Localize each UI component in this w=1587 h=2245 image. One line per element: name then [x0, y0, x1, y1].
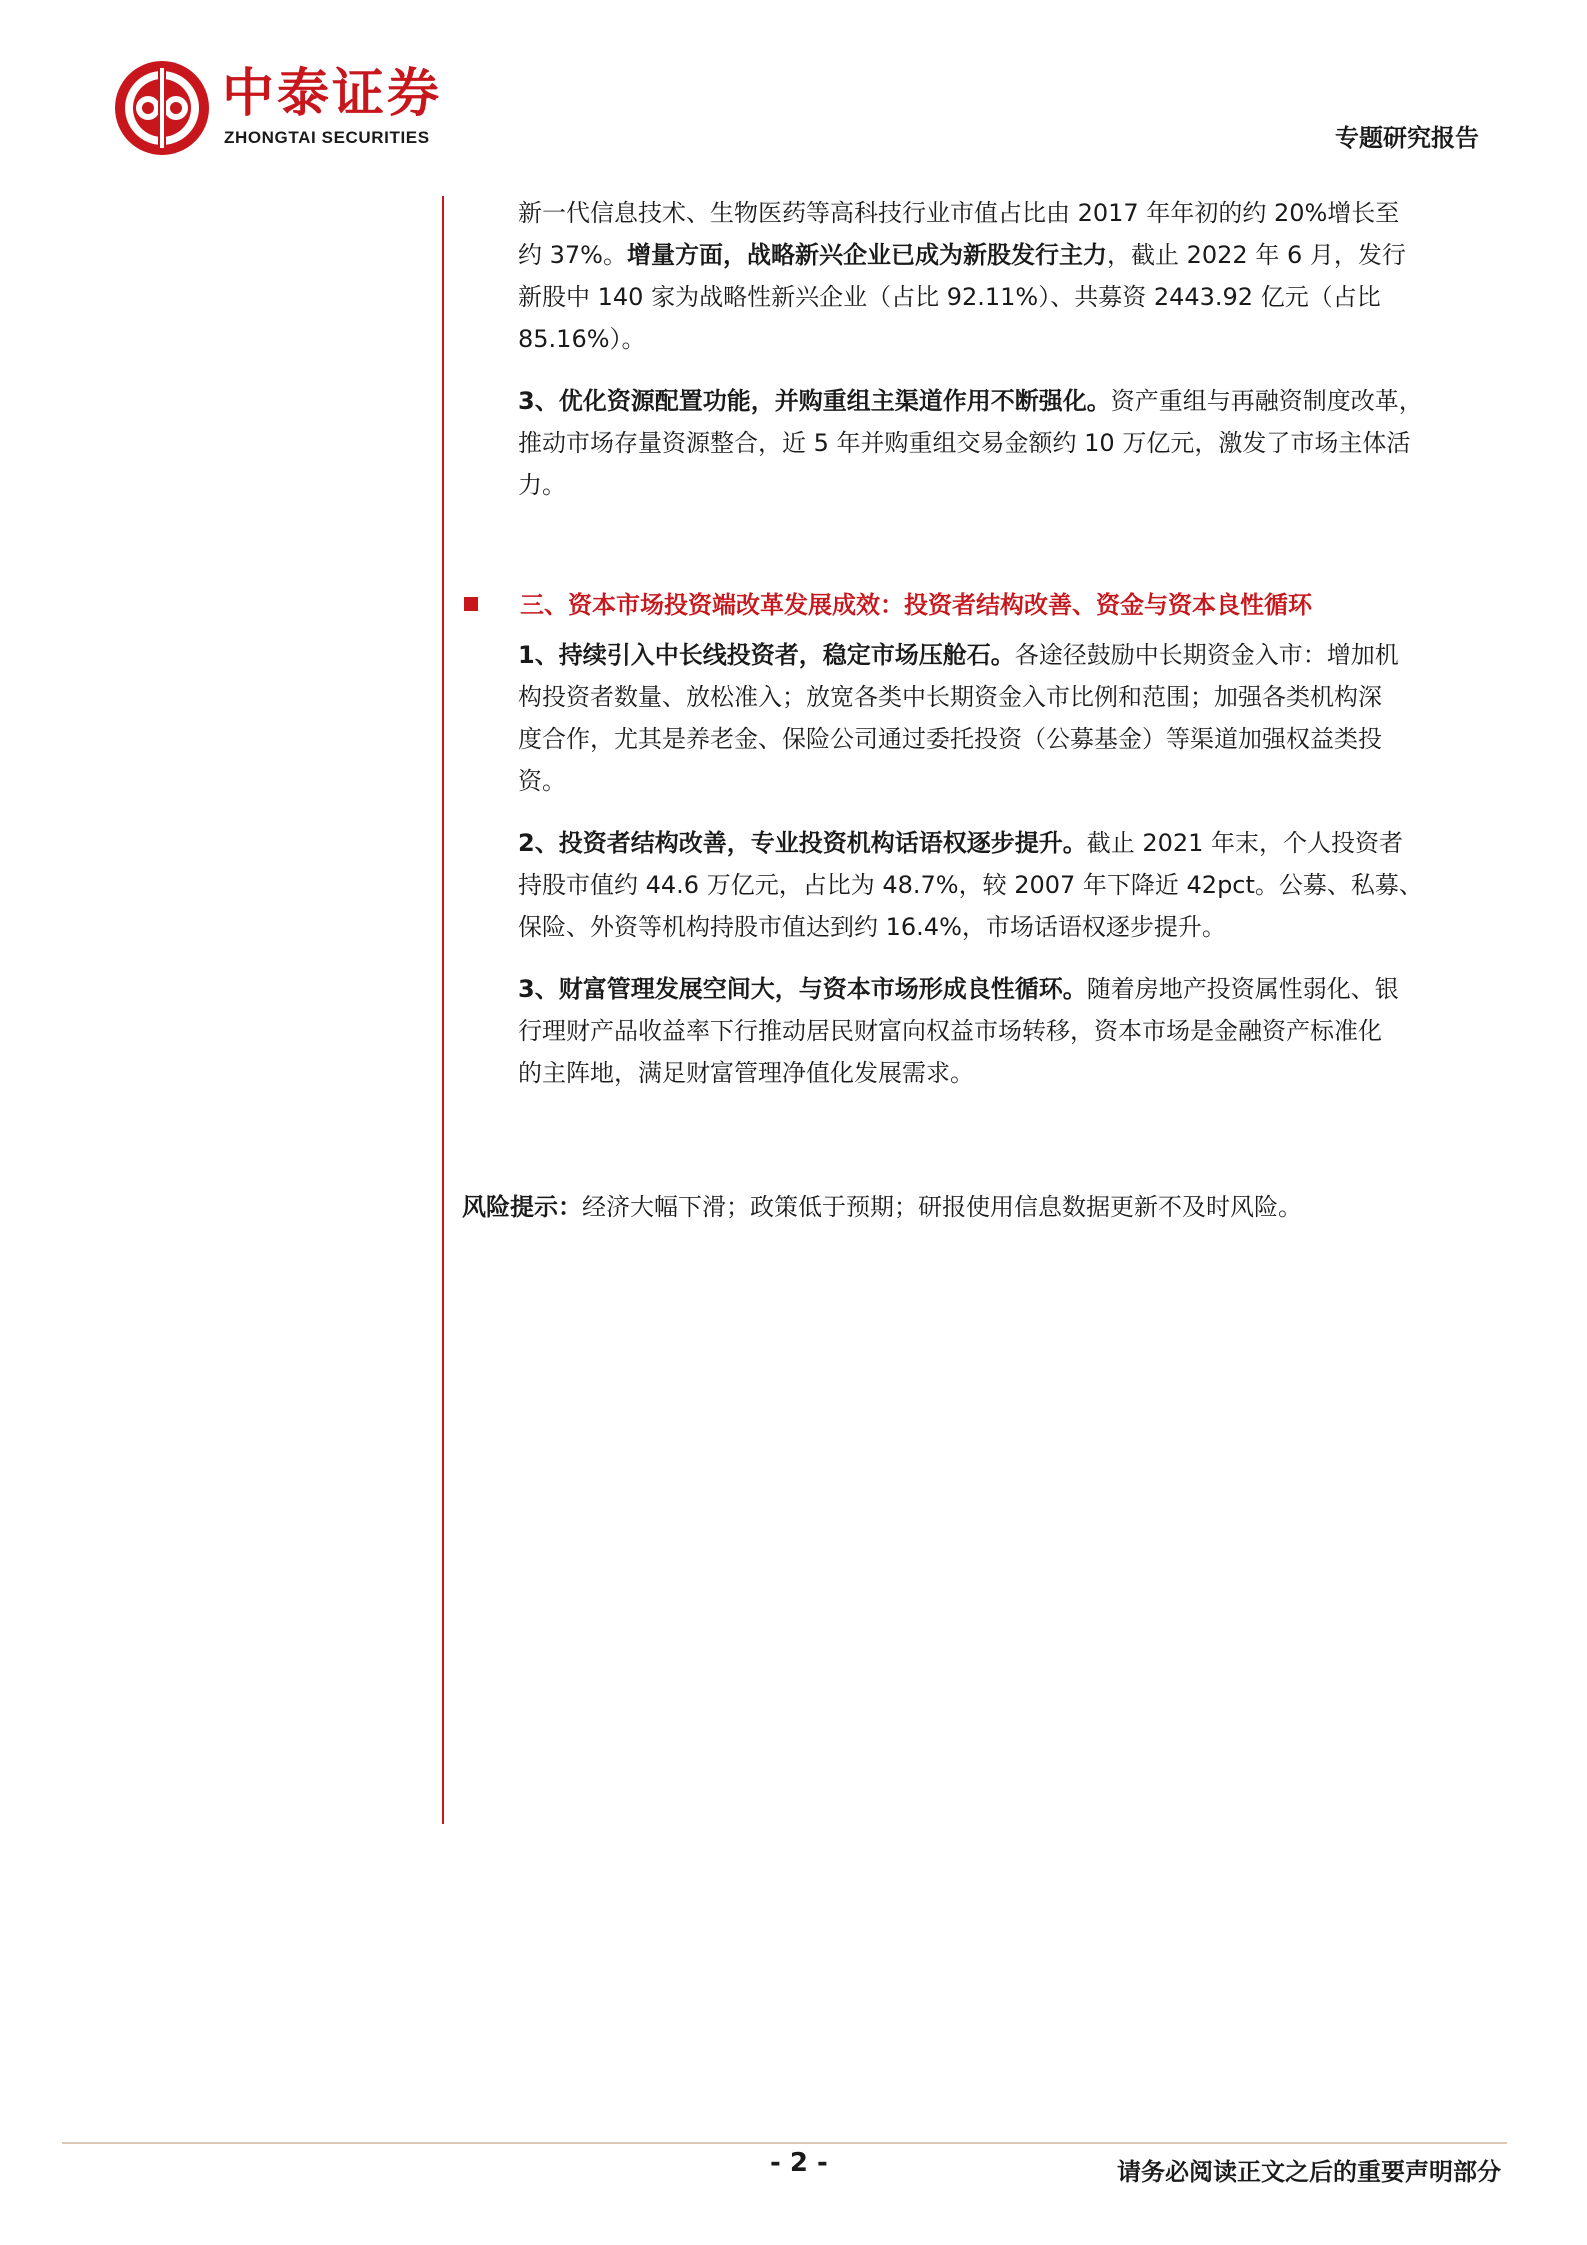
bullet-square-icon — [464, 597, 478, 611]
body-text: 随着房地产投资属性弱化、银 行理财产品收益率下行推动居民财富向权益市场转移，资本市场是金融资产标准化 的主阵地，满足财富管理净值化发展需求。 — [518, 975, 1399, 1087]
body-text: ，截止 2022 年 6 月，发行 新股中 140 家为战略性新兴企业（占比 92.11%）、共募资 2443.92 亿元（占比 85.16%）。 — [518, 241, 1406, 353]
company-logo — [112, 58, 472, 158]
body-text: 各途径鼓励中长期资金入市：增加机 构投资者数量、放松准入；放宽各类中长期资金入市比例和范围；加强各类机构深 度合作，尤其是养老金、保险公司通过委托投资（公募基金）等渠道加强权益类投 资。 — [518, 641, 1399, 795]
risk-warning-text: 经济大幅下滑；政策低于预期；研报使用信息数据更新不及时风险。 — [582, 1193, 1302, 1221]
bold-lead-text: 3、财富管理发展空间大，与资本市场形成良性循环。 — [518, 975, 1087, 1003]
top-paragraph-2 — [518, 380, 1536, 506]
page-number: - 2 - — [770, 2148, 828, 2178]
bold-lead-text: 1、持续引入中长线投资者，稳定市场压舱石。 — [518, 641, 1015, 669]
paragraph — [518, 192, 1536, 360]
report-type-label: 专题研究报告 — [1335, 124, 1479, 152]
bold-lead-text: 2、投资者结构改善，专业投资机构话语权逐步提升。 — [518, 829, 1087, 857]
paragraph — [518, 380, 1536, 506]
section-heading — [464, 585, 1312, 625]
disclaimer-note: 请务必阅读正文之后的重要声明部分 — [1117, 2158, 1501, 2186]
brand-name-cn: 中泰证券 — [222, 64, 443, 124]
paragraph — [518, 968, 1536, 1094]
margin-divider-line — [442, 196, 444, 1824]
body-text: 截止 2021 年末，个人投资者 持股市值约 44.6 万亿元，占比为 48.7%，较 2007 年下降近 42pct。公募、私募、 保险、外资等机构持股市值达到约 16.4%，市场话语权逐步提升。 — [518, 829, 1423, 941]
section-paragraph-2 — [518, 822, 1536, 948]
bold-lead-text: 增量方面，战略新兴企业已成为新股发行主力 — [626, 241, 1107, 269]
body-text: 资产重组与再融资制度改革， 推动市场存量资源整合，近 5 年并购重组交易金额约 10 万亿元，激发了市场主体活 力。 — [518, 387, 1423, 499]
paragraph — [518, 822, 1536, 948]
section-heading-text: 三、资本市场投资端改革发展成效：投资者结构改善、资金与资本良性循环 — [520, 591, 1312, 619]
bold-lead-text: 3、优化资源配置功能，并购重组主渠道作用不断强化。 — [518, 387, 1111, 415]
zhongtai-logo-icon — [112, 58, 212, 158]
body-text: 新一代信息技术、生物医药等高科技行业市值占比由 2017 年年初的约 20%增长至 约 37%。 — [518, 199, 1400, 269]
risk-warning-label: 风险提示： — [462, 1193, 582, 1221]
brand-name-en: ZHONGTAI SECURITIES — [224, 128, 430, 147]
section-paragraph-1 — [518, 634, 1536, 802]
paragraph — [518, 634, 1536, 802]
top-paragraph-1 — [518, 192, 1536, 360]
section-paragraph-3 — [518, 968, 1536, 1094]
risk-warning — [462, 1187, 1302, 1227]
footer-divider — [62, 2142, 1507, 2144]
